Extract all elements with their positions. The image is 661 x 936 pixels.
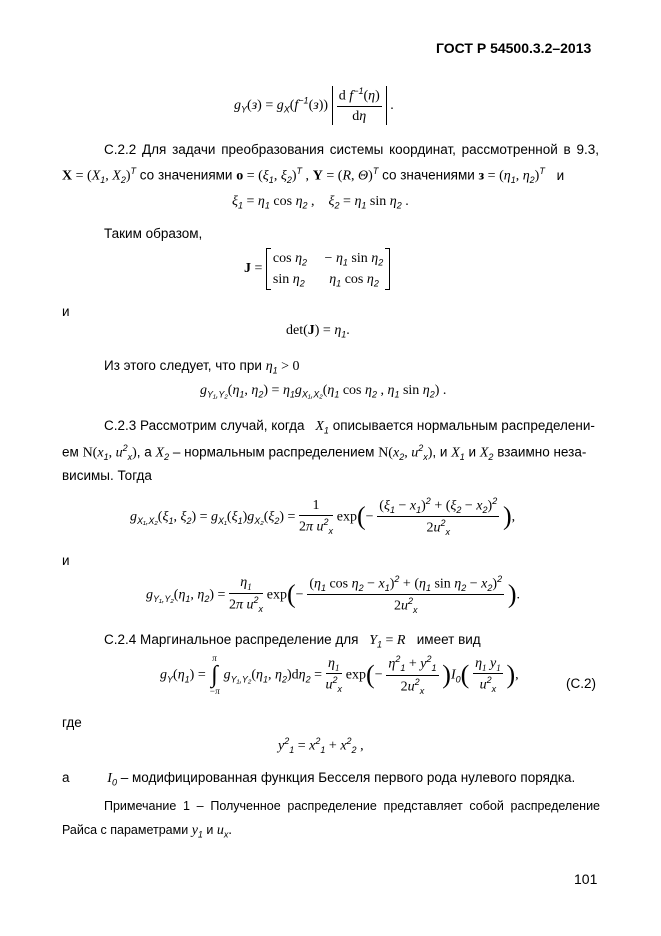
c23-line2: ем $N(x_1$, $u^2_x$), а $X_2$ – нормальным распределением $N(x_2$, $u^2_x$), и $X_1$ и $X_2$ взаимно неза- xyxy=(62,443,587,463)
equation-label: (С.2) xyxy=(566,676,596,691)
c24-line1: С.2.4 Маргинальное распределение для $Y_1 = R$ имеет вид xyxy=(104,632,481,650)
formula-det: $\det(J) = \eta_1$. xyxy=(286,323,350,340)
c22-line2: $X = (X_1$, $X_2)^T$ со значениями $o = (\xi_1$, $\xi_2)^T$ , Y = (R, Θ)$^T$ со значениями $з = (\eta_1$, $\eta_2)^T$ и xyxy=(62,166,565,186)
formula-gx: $g_{X_1,X_2}(\xi_1$, $\xi_2) = g_{X_1}(\xi_1)g_{X_2}(\xi_2)$ = $\frac{1}{2\pi u^2_x}$ exp(− $\frac{(\xi_1 - x_1)^2 + (\xi_2 - x_2)^2}{2u^2_x}$ ), xyxy=(130,496,516,538)
page-number: 101 xyxy=(574,871,598,887)
c23-line1: С.2.3 Рассмотрим случай, когда $X_1$ описывается нормальным распределени- xyxy=(104,418,595,436)
formula-jacobian: J = $\cos \eta_2$ − $\eta_1$ $\sin \eta_2$ $\sin \eta_2$ $\eta_1$ $\cos \eta_2$ xyxy=(244,248,390,290)
c22-line1: С.2.2 Для задачи преобразования системы координат, рассмотренной в 9.3, xyxy=(104,142,599,157)
c23-and: и xyxy=(62,553,70,568)
formula-gy-expanded: $g_{Y_1,Y_2}(\eta_1$, $\eta_2$) = $\frac{\eta_1}{2\pi u^2_x}$ exp(− $\frac{(\eta_1 \cos \eta_2 - x_1)^2 + (\eta_1 \sin \eta_2 - x_2)^2}{2u^2_x}$ ). xyxy=(146,574,521,616)
c24-bessel-line: а $I_0$ – модифицированная функция Бесселя первого рода нулевого порядка. xyxy=(62,770,576,788)
formula-top: $g_Y(з) = g_X(f^{-1}(з))$ $\frac{d f^{-1}(\eta)}{d\eta}$ . xyxy=(234,86,394,124)
formula-xi: $\xi_1 = \eta_1$ $\cos \eta_2$ , $\xi_2 = \eta_1$ $\sin \eta_2$ . xyxy=(232,194,409,211)
c22-text-b: со значениями xyxy=(382,167,475,183)
c22-and: и xyxy=(62,304,70,319)
c22-so-thus: Таким образом, xyxy=(104,226,203,241)
c23-line3: висимы. Тогда xyxy=(62,468,152,483)
formula-c2: $g_Y(\eta_1)$ = π ∫ −π $g_{Y_1,Y_2}(\eta_1$, $\eta_2)d\eta_2$ = $\frac{\eta_1}{u^2_x}$ exp(− $\frac{\eta^2_1 + y^2_1}{2u^2_x}$ )$I_0$( $\frac{\eta_1 y_1}{u^2_x}$ ), xyxy=(160,653,519,696)
c22-text-c: и xyxy=(556,167,565,183)
formula-y1: $y^2_1 = x^2_1 + x^2_2$ , xyxy=(278,736,364,756)
c22-text-a: со значениями xyxy=(139,167,233,183)
document-header: ГОСТ Р 54500.3.2–2013 xyxy=(436,40,592,56)
note-line2: Райса с параметрами $y_1$ и $u_x$. xyxy=(62,823,232,840)
c22-follows: Из этого следует, что при $\eta_1 > 0$ xyxy=(104,358,300,376)
note-line1: Примечание 1 – Полученное распределение представляет собой распределение xyxy=(104,799,600,813)
c24-where: где xyxy=(62,715,82,730)
formula-gy: $g_{Y_1,Y_2}(\eta_1$, $\eta_2) = \eta_1g_{X_1,X_2}(\eta_1$ $\cos \eta_2$ , $\eta_1$ $\sin \eta_2$) . xyxy=(200,383,447,400)
